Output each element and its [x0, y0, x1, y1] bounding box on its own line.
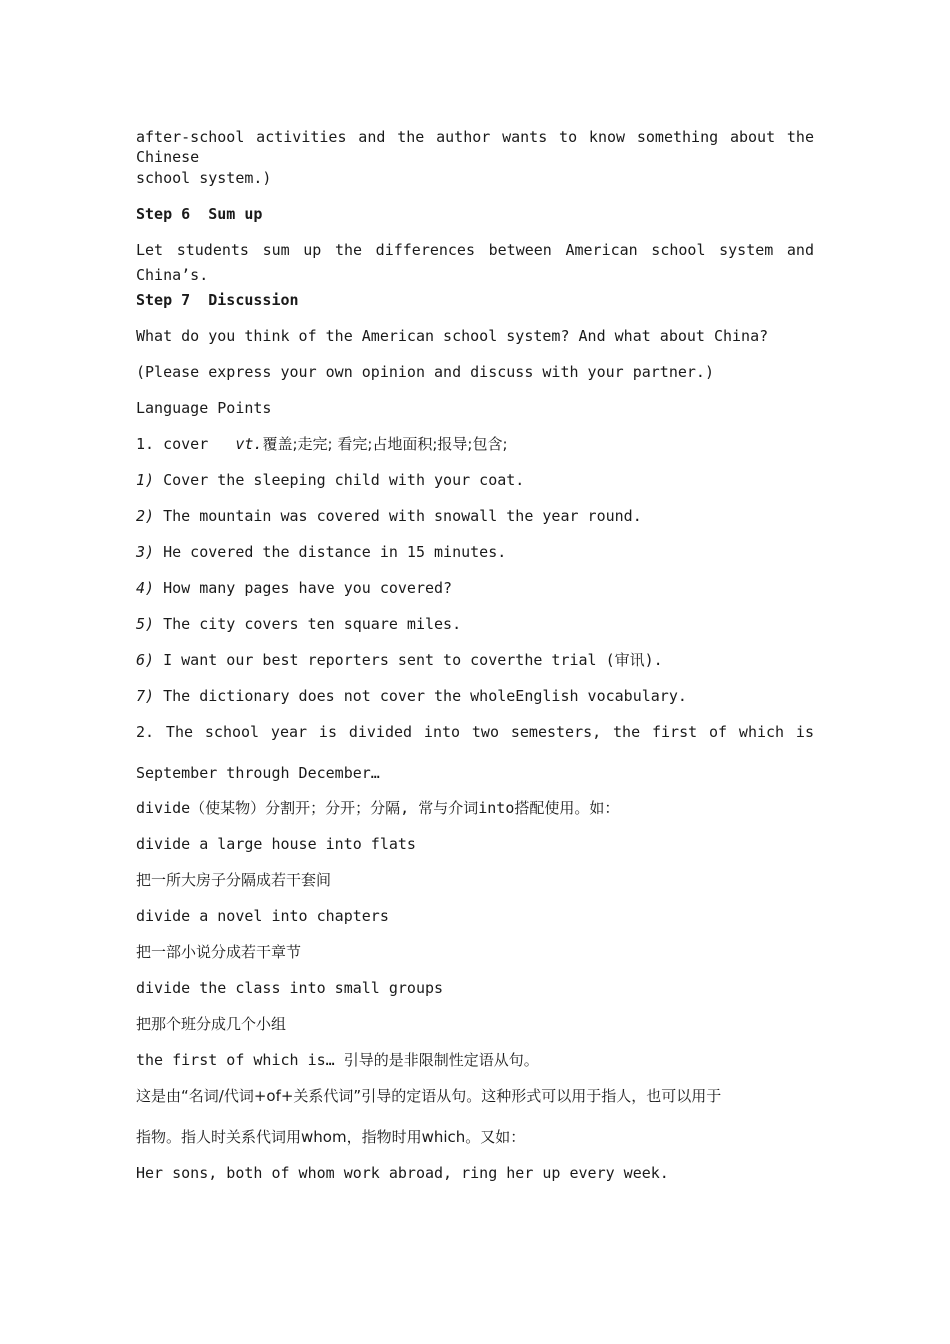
example-text: He covered the distance in 15 minutes.	[163, 543, 507, 561]
paragraph-line: 2. The school year is divided into two semesters, the first of which is	[136, 723, 814, 741]
example-line	[136, 506, 814, 526]
example-number: 2)	[136, 507, 155, 525]
definition: 覆盖;走完; 看完;占地面积;报导;包含;	[262, 435, 508, 453]
step-heading: Step 6 Sum up	[136, 205, 263, 223]
example-line	[136, 542, 814, 562]
translation-line: 把那个班分成几个小组	[136, 1015, 287, 1033]
example-text: The mountain was covered with snowall the year round.	[163, 507, 642, 525]
example-number: 4)	[136, 579, 155, 597]
paragraph-line: divide（使某物）分割开；分开；分隔, 常与介词into搭配使用。如：	[136, 799, 620, 817]
example-line	[136, 578, 814, 598]
example-text: The city covers ten square miles.	[163, 615, 462, 633]
example-number: 5)	[136, 615, 155, 633]
example-line	[136, 686, 814, 706]
paragraph-line: 这是由“名词/代词+of+关系代词”引导的定语从句。这种形式可以用于指人，也可以用于	[136, 1087, 722, 1105]
example-text: The dictionary does not cover the wholeEnglish vocabulary.	[163, 687, 687, 705]
example-text: How many pages have you covered?	[163, 579, 453, 597]
paragraph-line: 指物。指人时关系代词用whom，指物时用which。又如：	[136, 1128, 526, 1146]
language-point-cover	[136, 434, 814, 454]
paragraph-line: China’s.	[136, 266, 209, 284]
step-heading: Step 7 Discussion	[136, 291, 299, 309]
example-line: divide a large house into flats	[136, 835, 416, 853]
translation-line: 把一部小说分成若干章节	[136, 943, 302, 961]
example-text: Cover the sleeping child with your coat.	[163, 471, 525, 489]
example-number: 7)	[136, 687, 155, 705]
example-line: divide a novel into chapters	[136, 907, 389, 925]
example-line	[136, 614, 814, 634]
paragraph-line: Let students sum up the differences between American school system and	[136, 241, 814, 259]
example-number: 1)	[136, 471, 155, 489]
paragraph-line: school system.)	[136, 169, 272, 187]
paragraph-line: after-school activities and the author wants to know something about the Chinese	[136, 128, 814, 166]
example-number: 3)	[136, 543, 155, 561]
part-of-speech: vt.	[235, 435, 263, 453]
paragraph-line: What do you think of the American school system? And what about China?	[136, 327, 769, 345]
section-label: Language Points	[136, 399, 272, 417]
term: 1. cover	[136, 435, 209, 453]
example-line	[136, 650, 814, 670]
example-line	[136, 470, 814, 490]
paragraph-line: (Please express your own opinion and discuss with your partner.)	[136, 363, 714, 381]
example-text: I want our best reporters sent to coverthe trial (审讯).	[163, 651, 663, 669]
example-number: 6)	[136, 651, 155, 669]
translation-line: 把一所大房子分隔成若干套间	[136, 871, 332, 889]
paragraph-line: September through December…	[136, 764, 380, 782]
paragraph-line: the first of which is… 引导的是非限制性定语从句。	[136, 1051, 539, 1069]
example-line: divide the class into small groups	[136, 979, 444, 997]
example-line: Her sons, both of whom work abroad, ring her up every week.	[136, 1164, 669, 1182]
